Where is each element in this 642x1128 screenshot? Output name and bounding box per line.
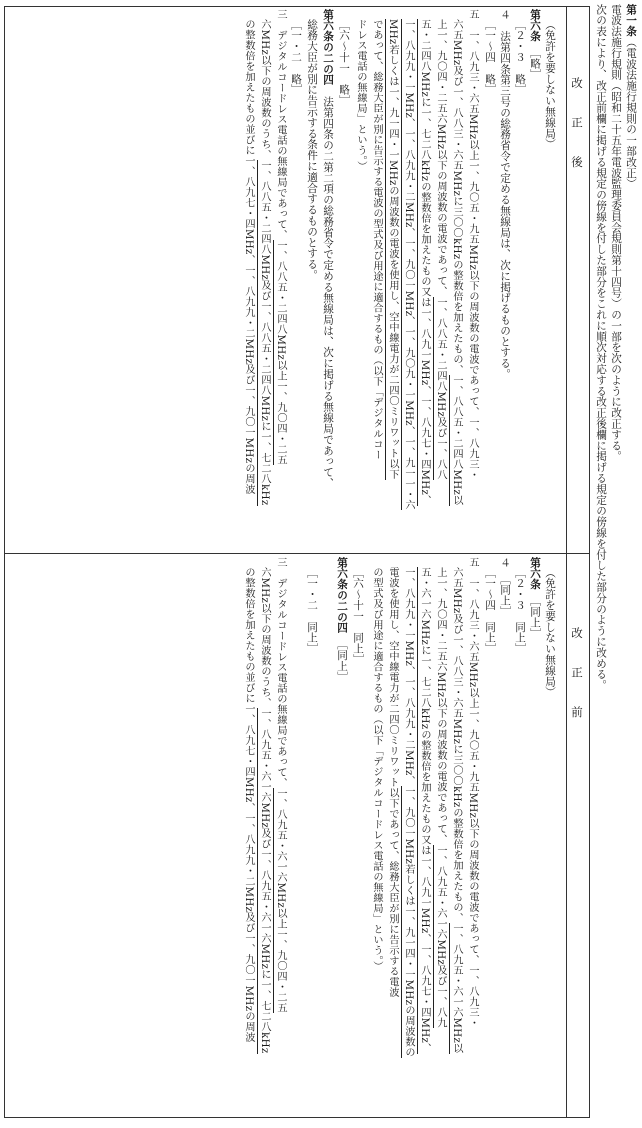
after-line: 一、八九九・一MHz、一、八九九・二MHz、一、九〇一MHz、一、九〇九・一MHz、一、九一一・六 bbox=[403, 19, 414, 510]
before-line: ［２・３ 同上］ bbox=[514, 567, 526, 655]
after-line: ドレス電話の無線局」という。） bbox=[355, 19, 366, 172]
before-line: ［六～十一 同上］ bbox=[352, 567, 364, 666]
after-line: 五・二四八MHzに一、七二八kHzの整数倍を加えたもの又は一、八九一MHz、一、八九七・四MHz、 bbox=[419, 19, 430, 506]
after-line: 六MHz以下の周波数のうち、一、八八五・二四八MHz及び一、八八五・二四八MHzに一、七二八kHz bbox=[259, 19, 270, 506]
after-line: ［六～十一 略］ bbox=[338, 19, 350, 107]
intro-line-2: 次の表により、改正前欄に掲げる規定の傍線を付した部分をこれに順次対応する改正後欄に掲げる規定の傍線を付した部分のように改める。 bbox=[595, 4, 607, 691]
article-caption: （電波法施行規則の一部改正） bbox=[625, 36, 637, 190]
before-line: の整数倍を加えたもの並びに一、八九七・四MHz、一、八九九・二MHz及び一、九〇一MHzの周波 bbox=[243, 567, 254, 1043]
before-line: ［一・二 同上］ bbox=[306, 567, 318, 655]
before-line: 三 デジタルコードレス電話の無線局であって、一、八九五・六一六MHz以上一、九〇四・二五 bbox=[275, 557, 286, 1014]
before-line: 上一、九〇四・二五六MHz以下の周波数の電波であって、一、八九五・六一六MHz及び一、八九 bbox=[435, 567, 446, 1028]
before-line: ［一～四 同上］ bbox=[484, 567, 496, 655]
table-divider bbox=[5, 553, 589, 554]
comparison-table bbox=[4, 6, 590, 1118]
after-line: 第六条 ［略］ bbox=[529, 9, 541, 81]
intro-line-1: 電波法施行規則（昭和二十五年電波監理委員会規則第十四号）の一部を次のように改正する。 bbox=[610, 4, 622, 462]
after-line: 三 デジタルコードレス電話の無線局であって、一、八八五・二四八MHz以上一、九〇四・二五 bbox=[275, 9, 286, 466]
before-line: 六五MHz及び一、八八三・六五MHzに三〇〇kHzの整数倍を加えたもの、一、八九五・六一六MHz以 bbox=[451, 567, 462, 1054]
after-line: 第六条の二の四 法第四条の二第二項の総務省令で定める無線局は、次に掲げる無線局であって、 bbox=[322, 9, 334, 489]
after-line: MHz若しくは一、九一四・一MHzの周波数の電波を使用し、空中線電力が二四〇ミリワット以下 bbox=[387, 19, 398, 480]
after-line: 五 一、八九三・六五MHz以上一、九〇五・九五MHz以下の周波数の電波であって、一、八九三・ bbox=[467, 9, 478, 481]
after-line: ［一・二 略］ bbox=[290, 19, 302, 96]
before-line: 第六条の二の四 ［同上］ bbox=[336, 557, 348, 683]
after-line: であって、総務大臣が別に告示する電波の型式及び用途に適合するもの（以下「デジタルコー bbox=[371, 19, 382, 460]
before-line: ４ ［同上］ bbox=[499, 557, 511, 618]
before-line: 六MHz以下の周波数のうち、一、八九五・六一六MHz及び一、八九五・六一六MHzに一、七二八kHz bbox=[259, 567, 270, 1054]
after-line: の整数倍を加えたもの並びに一、八九七・四MHz、一、八九九・二MHz及び一、九〇一MHzの周波 bbox=[243, 19, 254, 495]
after-line: 上一、九〇四・二五六MHz以下の周波数の電波であって、一、八八五・二四八MHz及び一、八八 bbox=[435, 19, 446, 480]
column-header-before: 改正前 bbox=[570, 627, 584, 746]
article-number: 第一条 bbox=[625, 4, 637, 37]
after-line: （免許を要しない無線局） bbox=[544, 19, 556, 150]
before-line: 五・六一六MHzに一、七二八kHzの整数倍を加えたもの又は一、八九一MHz、一、八九七・四MHz、 bbox=[419, 567, 430, 1054]
after-line: 六五MHz及び一、八八三・六五MHzに三〇〇kHzの整数倍を加えたもの、一、八八五・二四八MHz以 bbox=[451, 19, 462, 506]
column-header-after: 改正後 bbox=[570, 77, 584, 196]
before-line: 一、八九九・一MHz、一、八九九・二MHz、一、九〇一MHz若しくは一、九一四・一MHzの周波数の bbox=[403, 567, 414, 1058]
after-line: 総務大臣が別に告示する条件に適合するものとする。 bbox=[306, 19, 318, 281]
before-line: の型式及び用途に適合するもの（以下「デジタルコードレス電話の無線局」という。） bbox=[371, 567, 382, 972]
after-line: ［一～四 略］ bbox=[484, 19, 496, 96]
after-line: ［２・３ 略］ bbox=[514, 19, 526, 96]
before-line: （免許を要しない無線局） bbox=[544, 567, 556, 698]
article-header bbox=[623, 4, 638, 189]
before-line: 五 一、八九三・六五MHz以上一、九〇五・九五MHz以下の周波数の電波であって、一、八九三・ bbox=[467, 557, 478, 1029]
before-line: 電波を使用し、空中線電力が二四〇ミリワット以下であって、総務大臣が別に告示する電波 bbox=[387, 567, 398, 998]
after-line: ４ 法第四条第三号の総務省令で定める無線局は、次に掲げるものとする。 bbox=[499, 9, 511, 380]
header-column-divider bbox=[566, 7, 567, 1117]
before-line: 第六条 ［同上］ bbox=[529, 557, 541, 639]
